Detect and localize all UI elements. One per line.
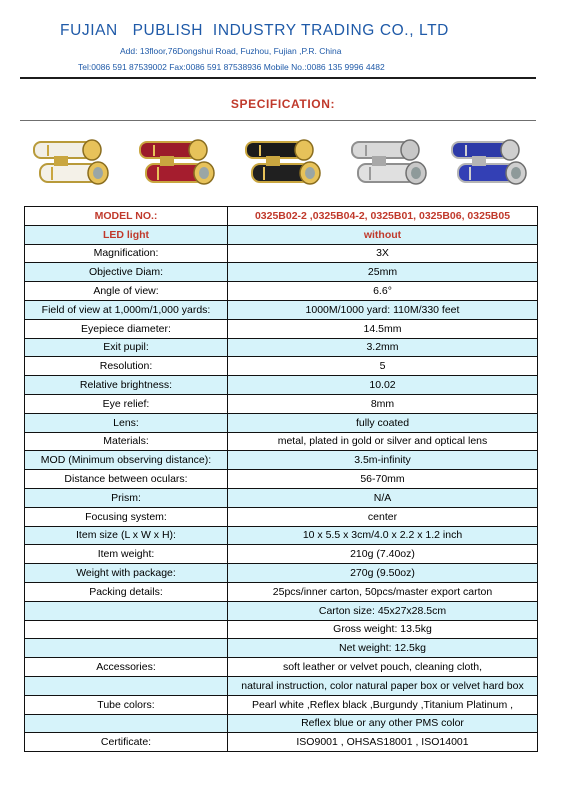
spec-row [25, 263, 538, 282]
spec-label: Field of view at 1,000m/1,000 yards: [25, 300, 228, 319]
spec-value: 1000M/1000 yard: 110M/330 feet [228, 300, 538, 319]
spec-row [25, 676, 538, 695]
company-contact: Tel:0086 591 87539002 Fax:0086 591 87538936 Mobile No.:0086 135 9996 4482 [78, 62, 385, 72]
specification-table [24, 206, 538, 752]
spec-value: 6.6° [228, 282, 538, 301]
spec-row [25, 413, 538, 432]
spec-row [25, 601, 538, 620]
spec-value: 56-70mm [228, 470, 538, 489]
spec-value: metal, plated in gold or silver and optical lens [228, 432, 538, 451]
spec-value: 3.2mm [228, 338, 538, 357]
spec-value: without [228, 225, 538, 244]
spec-label: Certificate: [25, 733, 228, 752]
spec-row [25, 319, 538, 338]
spec-row [25, 733, 538, 752]
spec-value: 270g (9.50oz) [228, 564, 538, 583]
spec-label: Accessories: [25, 658, 228, 677]
header-rule [20, 77, 536, 79]
spec-label: Tube colors: [25, 695, 228, 714]
spec-value: 3X [228, 244, 538, 263]
spec-label [25, 676, 228, 695]
spec-row [25, 376, 538, 395]
spec-label: Materials: [25, 432, 228, 451]
spec-value: Gross weight: 13.5kg [228, 620, 538, 639]
spec-row [25, 488, 538, 507]
spec-value: 8mm [228, 394, 538, 413]
spec-value: 210g (7.40oz) [228, 545, 538, 564]
spec-value: 0325B02-2 ,0325B04-2, 0325B01, 0325B06, 0325B05 [228, 207, 538, 226]
spec-label: Relative brightness: [25, 376, 228, 395]
spec-row [25, 507, 538, 526]
company-name: FUJIAN PUBLISH INDUSTRY TRADING CO., LTD [60, 22, 449, 39]
letterhead [0, 0, 566, 80]
spec-label: Packing details: [25, 582, 228, 601]
spec-label [25, 714, 228, 733]
spec-value: Pearl white ,Reflex black ,Burgundy ,Titanium Platinum , [228, 695, 538, 714]
spec-label [25, 601, 228, 620]
spec-label: Prism: [25, 488, 228, 507]
spec-value: 3.5m-infinity [228, 451, 538, 470]
spec-value: N/A [228, 488, 538, 507]
spec-value: 10 x 5.5 x 3cm/4.0 x 2.2 x 1.2 inch [228, 526, 538, 545]
spec-label [25, 639, 228, 658]
spec-row [25, 545, 538, 564]
spec-label: Magnification: [25, 244, 228, 263]
spec-label: MODEL NO.: [25, 207, 228, 226]
spec-row [25, 639, 538, 658]
spec-label: Eye relief: [25, 394, 228, 413]
spec-value: Reflex blue or any other PMS color [228, 714, 538, 733]
spec-row-led-light [25, 225, 538, 244]
spec-label: Item weight: [25, 545, 228, 564]
spec-label: MOD (Minimum observing distance): [25, 451, 228, 470]
binocular-black-image [240, 128, 332, 198]
spec-label: LED light [25, 225, 228, 244]
spec-label: Item size (L x W x H): [25, 526, 228, 545]
spec-row [25, 564, 538, 583]
spec-value: 25mm [228, 263, 538, 282]
spec-value: Net weight: 12.5kg [228, 639, 538, 658]
section-title: SPECIFICATION: [230, 97, 336, 111]
spec-label: Eyepiece diameter: [25, 319, 228, 338]
spec-row [25, 394, 538, 413]
spec-value: center [228, 507, 538, 526]
spec-row-model-no [25, 207, 538, 226]
spec-value: 5 [228, 357, 538, 376]
spec-value: natural instruction, color natural paper box or velvet hard box [228, 676, 538, 695]
spec-value: 10.02 [228, 376, 538, 395]
section-rule [20, 120, 536, 121]
spec-label [25, 620, 228, 639]
spec-row [25, 714, 538, 733]
spec-row [25, 620, 538, 639]
spec-label: Weight with package: [25, 564, 228, 583]
binocular-burgundy-image [134, 128, 226, 198]
company-address: Add: 13floor,76Dongshui Road, Fuzhou, Fujian ,P.R. China [120, 46, 342, 56]
spec-row [25, 338, 538, 357]
spec-label: Angle of view: [25, 282, 228, 301]
spec-value: ISO9001 , OHSAS18001 , ISO14001 [228, 733, 538, 752]
spec-row [25, 526, 538, 545]
spec-value: 25pcs/inner carton, 50pcs/master export carton [228, 582, 538, 601]
spec-row [25, 658, 538, 677]
spec-label: Exit pupil: [25, 338, 228, 357]
spec-label: Objective Diam: [25, 263, 228, 282]
spec-label: Lens: [25, 413, 228, 432]
spec-label: Distance between oculars: [25, 470, 228, 489]
binocular-blue-image [446, 128, 538, 198]
binocular-platinum-image [346, 128, 438, 198]
spec-value: soft leather or velvet pouch, cleaning cloth, [228, 658, 538, 677]
spec-label: Focusing system: [25, 507, 228, 526]
spec-row [25, 695, 538, 714]
spec-value: Carton size: 45x27x28.5cm [228, 601, 538, 620]
spec-row [25, 244, 538, 263]
spec-row [25, 451, 538, 470]
product-photos [0, 128, 566, 200]
spec-row [25, 432, 538, 451]
spec-row [25, 300, 538, 319]
spec-value: 14.5mm [228, 319, 538, 338]
spec-row [25, 282, 538, 301]
spec-row [25, 357, 538, 376]
spec-label: Resolution: [25, 357, 228, 376]
spec-row [25, 470, 538, 489]
spec-value: fully coated [228, 413, 538, 432]
spec-row [25, 582, 538, 601]
binocular-pearl-white-image [28, 128, 120, 198]
